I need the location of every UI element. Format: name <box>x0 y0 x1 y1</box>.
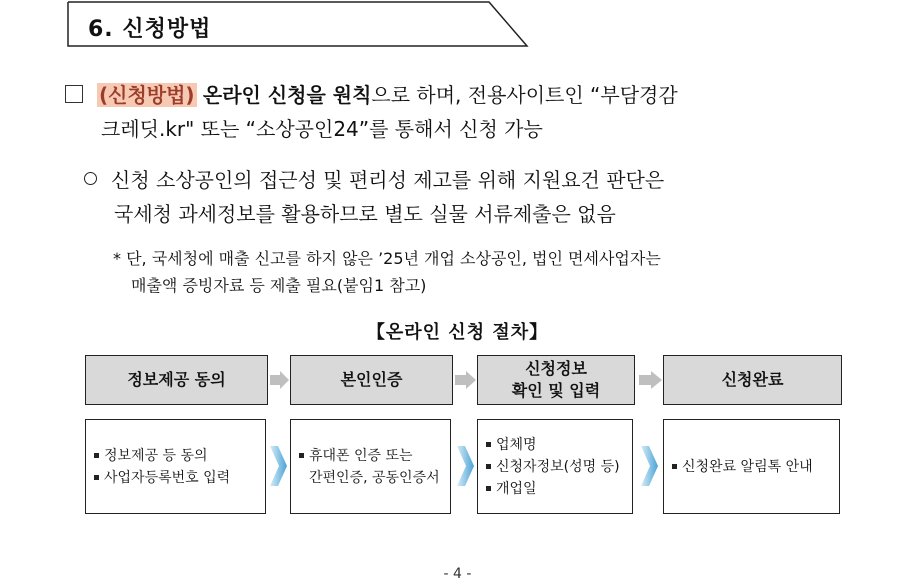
step-detail-consent <box>85 419 266 514</box>
square-bullet-icon <box>672 464 677 469</box>
step-header-complete: 신청완료 <box>663 355 842 405</box>
step-detail-verification <box>290 419 451 514</box>
arrow-right-icon <box>635 371 663 389</box>
list-item: 업체명 <box>486 434 632 456</box>
circle-bullet-icon <box>84 172 97 185</box>
paragraph-application-method <box>65 78 678 112</box>
step-detail-info <box>477 419 633 514</box>
step-header-consent: 정보제공 동의 <box>85 355 268 405</box>
page-number: - 4 - <box>443 566 472 582</box>
bold-text: 온라인 신청을 원칙 <box>202 83 372 107</box>
chevron-right-icon <box>268 446 288 486</box>
paragraph-text: 신청 소상공인의 접근성 및 편리성 제고를 위해 지원요건 판단은 <box>111 168 665 192</box>
arrow-right-icon <box>266 371 290 389</box>
list-item: 신청완료 알림톡 안내 <box>672 456 839 478</box>
list-item: 휴대폰 인증 또는 <box>299 445 450 467</box>
square-bullet-icon <box>299 453 304 458</box>
paragraph-text: 으로 하며, 전용사이트인 “부담경감 <box>371 83 678 107</box>
step-detail-complete <box>663 419 840 514</box>
step-header-line: 신청정보 <box>525 359 587 378</box>
keyword-highlight: (신청방법) <box>99 83 195 107</box>
footnote-line: 매출액 증빙자료 등 제출 필요(붙임1 참고) <box>131 276 427 295</box>
square-bullet-icon <box>94 475 99 480</box>
paragraph-line: 크레딧.kr" 또는 “소상공인24”를 통해서 신청 가능 <box>101 117 543 141</box>
list-item: 사업자등록번호 입력 <box>94 467 265 489</box>
square-bullet-icon <box>486 464 491 469</box>
list-item: 간편인증, 공동인증서 <box>309 469 440 486</box>
step-header-verification: 본인인증 <box>290 355 453 405</box>
paragraph-accessibility <box>84 163 664 197</box>
square-bullet-icon <box>94 453 99 458</box>
list-item: 신청자정보(성명 등) <box>486 456 632 478</box>
process-title: 【온라인 신청 절차】 <box>366 322 549 343</box>
paragraph-line: 국세청 과세정보를 활용하므로 별도 실물 서류제출은 없음 <box>114 202 616 226</box>
square-bullet-icon <box>486 442 491 447</box>
chevron-right-icon <box>455 446 475 486</box>
step-header-line: 확인 및 입력 <box>511 381 601 400</box>
list-item: 정보제공 등 동의 <box>94 445 265 467</box>
checkbox-bullet-icon <box>65 85 83 103</box>
arrow-right-icon <box>451 371 477 389</box>
list-item: 개업일 <box>486 478 632 500</box>
step-header-info <box>477 355 635 405</box>
chevron-right-icon <box>639 446 659 486</box>
section-heading-frame <box>0 0 540 52</box>
footnote-line: * 단, 국세청에 매출 신고를 하지 않은 ’25년 개업 소상공인, 법인 면세사업자는 <box>113 249 661 268</box>
square-bullet-icon <box>486 486 491 491</box>
section-title: 6. 신청방법 <box>88 17 212 42</box>
